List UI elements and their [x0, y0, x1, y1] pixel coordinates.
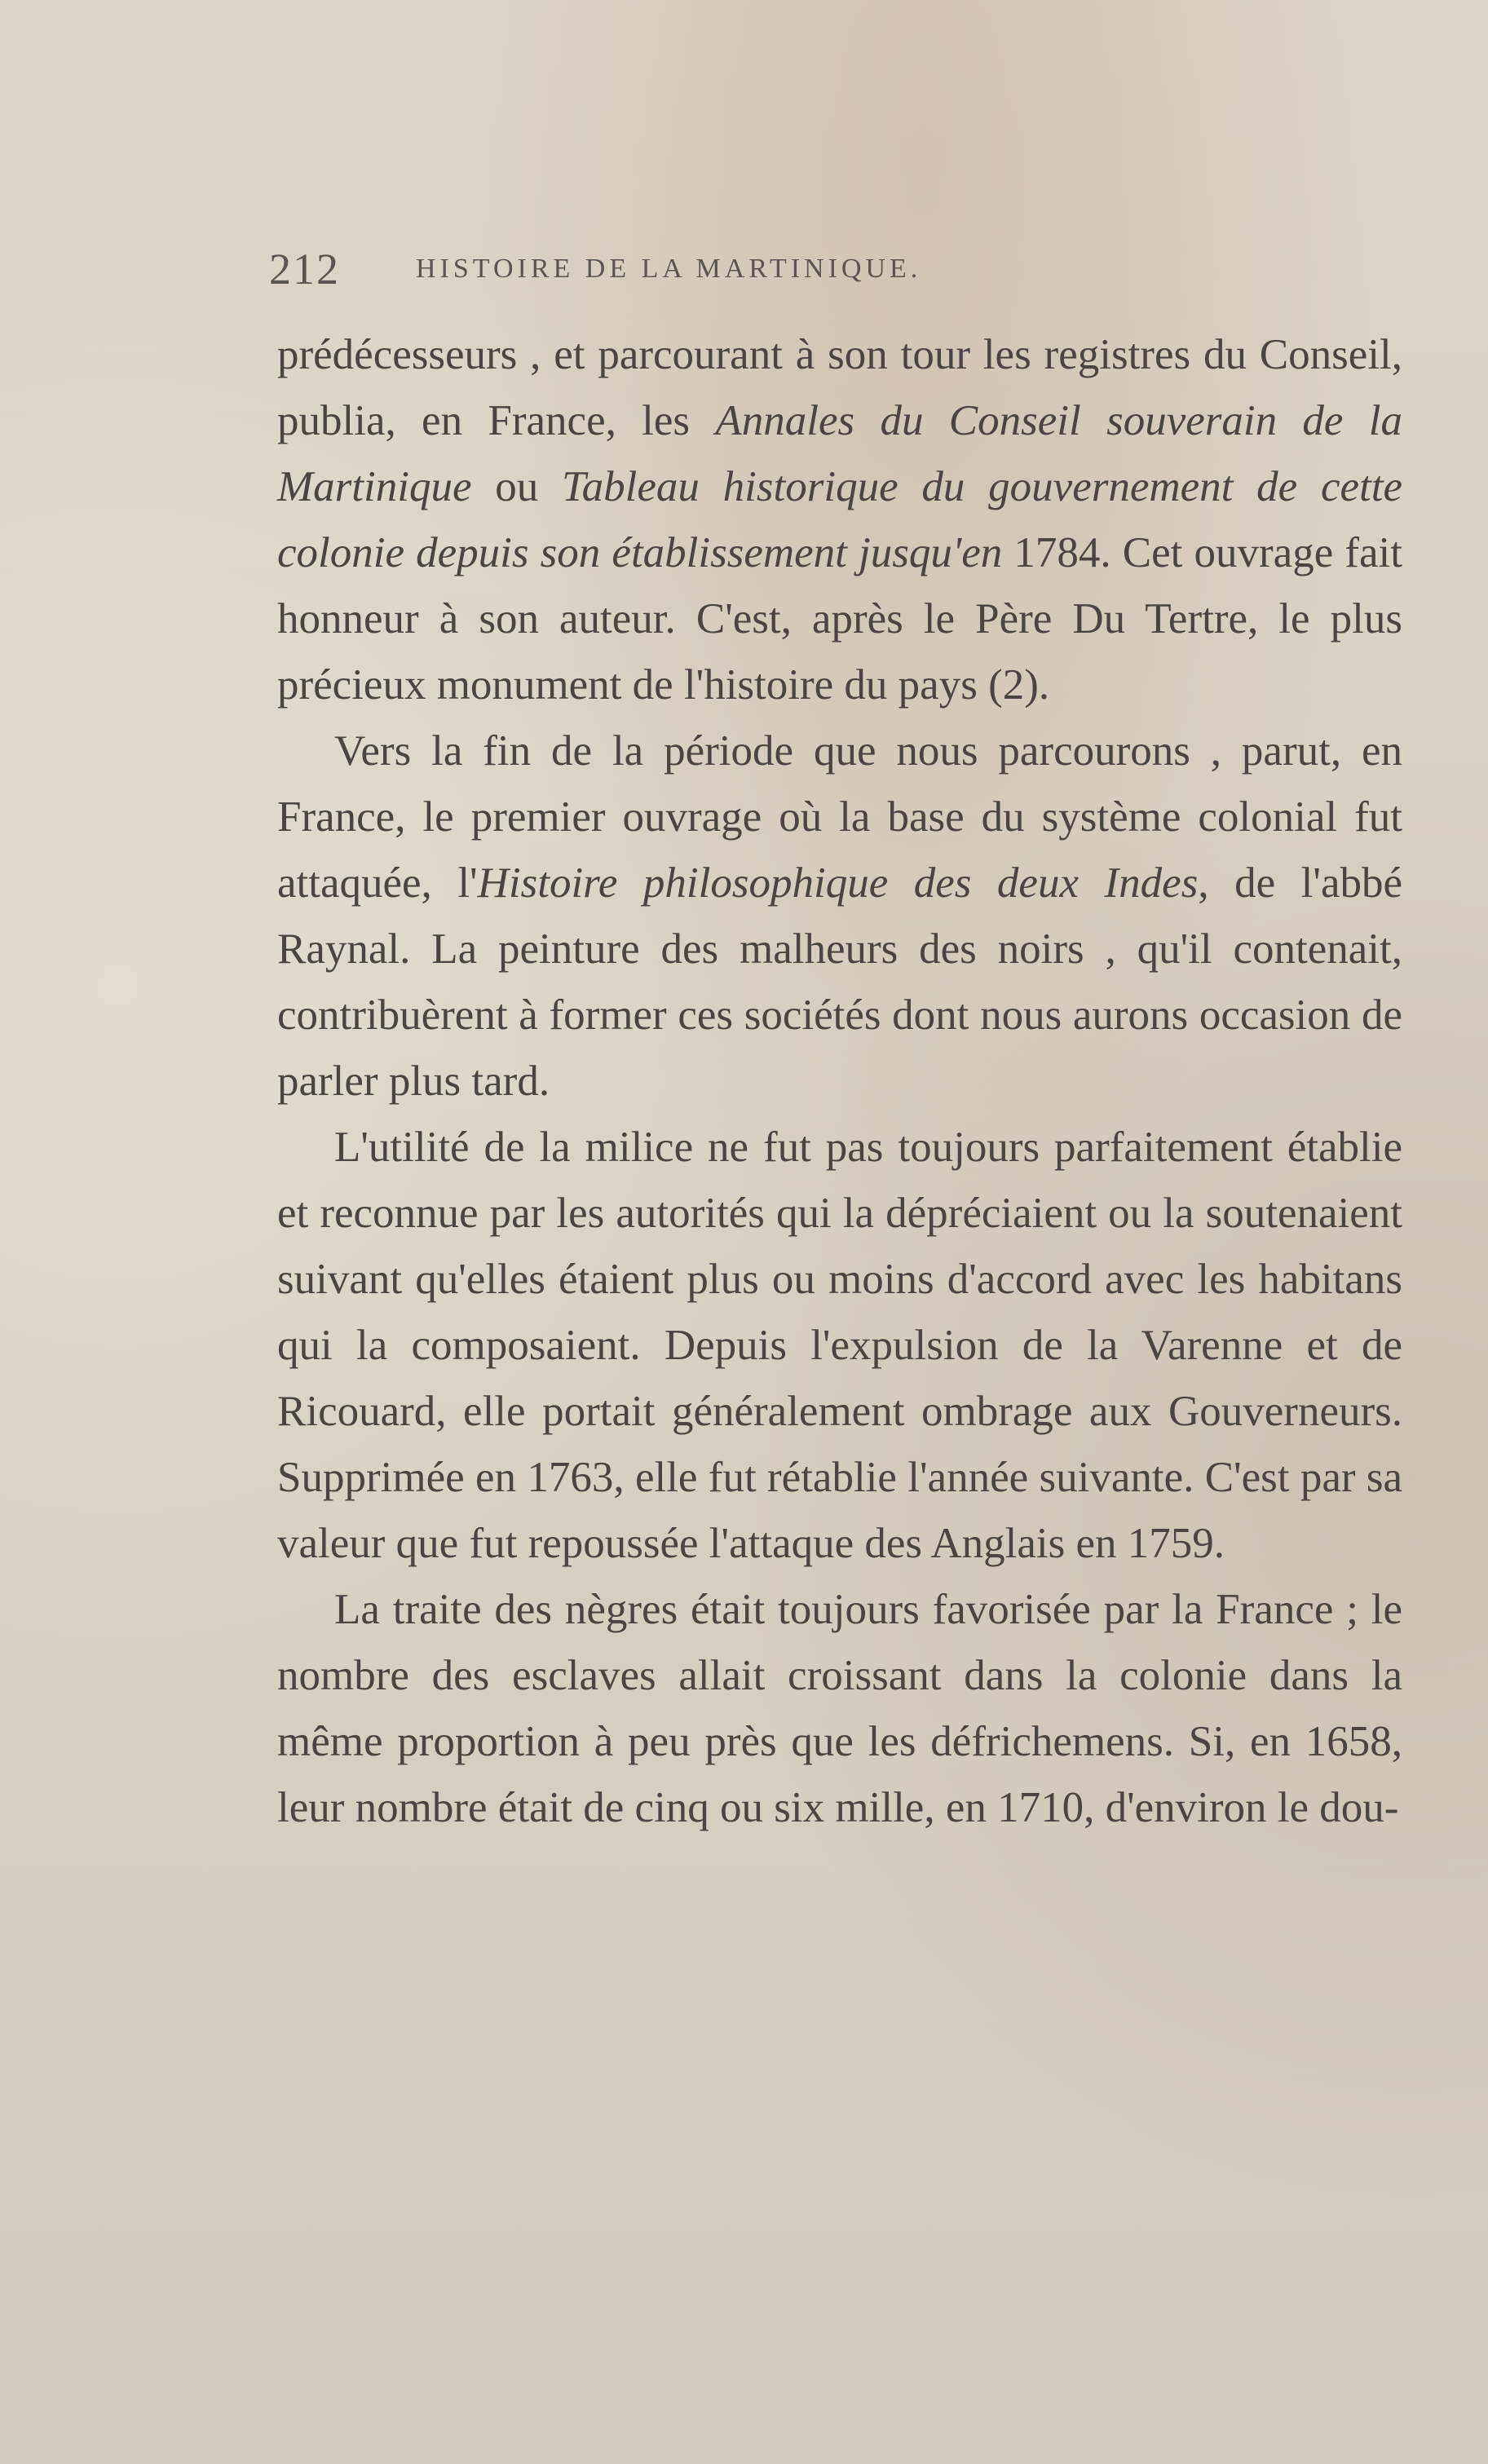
body-text-segment: L'utilité de la milice ne fut pas toujours parfaitement établie et reconnue par les autorités qui la dépréciaient ou la soutenaient suivant qu'elles étaient plus ou moins d'accord avec les habitans qui la composaient. Depuis l'expulsion de la Varenne et de Ricouard, elle portait généralement ombrage aux Gouverneurs. Supprimée en 1763, elle fut rétablie l'année suivante. C'est par sa valeur que fut repoussée l'attaque des Anglais en 1759.: [277, 1124, 1402, 1567]
italic-title-text: Tableau historique du gouvernement de cette colonie depuis son établissement jusqu'en: [277, 463, 1403, 576]
body-text: [277, 322, 1402, 1841]
paragraph-1: [277, 322, 1402, 718]
running-head: HISTOIRE DE LA MARTINIQUE.: [416, 254, 922, 284]
paragraph-4: [277, 1577, 1402, 1841]
page-header: [269, 236, 1292, 302]
body-text-segment: La traite des nègres était toujours favorisée par la France ; le nombre des esclaves allait croissant dans la colonie dans la même proportion à peu près que les défrichemens. Si, en 1658, leur nombre était de cinq ou six mille, en 1710, d'environ le dou-: [277, 1586, 1402, 1831]
paragraph-3: [277, 1115, 1402, 1577]
body-text-segment: ou: [471, 463, 563, 510]
page-number: 212: [269, 245, 340, 294]
body-text-segment: Vers la fin de la période que nous parcourons , parut, en France, le premier ouvrage où la base du système colonial fut attaquée, l': [277, 727, 1402, 907]
body-text-segment: prédécesseurs , et parcourant à son tour les registres du Conseil, publia, en France, les: [277, 331, 1402, 444]
body-text-segment: 1784. Cet ouvrage fait honneur à son auteur. C'est, après le Père Du Tertre, le plus précieux monument de l'histoire du pays (2).: [277, 529, 1402, 709]
body-text-segment: , de l'abbé Raynal. La peinture des malheurs des noirs , qu'il contenait, contribuèrent à former ces sociétés dont nous aurons occasion de parler plus tard.: [277, 859, 1402, 1105]
italic-title-text: Annales du Conseil souverain de la Martinique: [277, 397, 1402, 510]
paragraph-2: [277, 718, 1402, 1115]
italic-title-text: Histoire philosophique des deux Indes: [477, 859, 1199, 907]
